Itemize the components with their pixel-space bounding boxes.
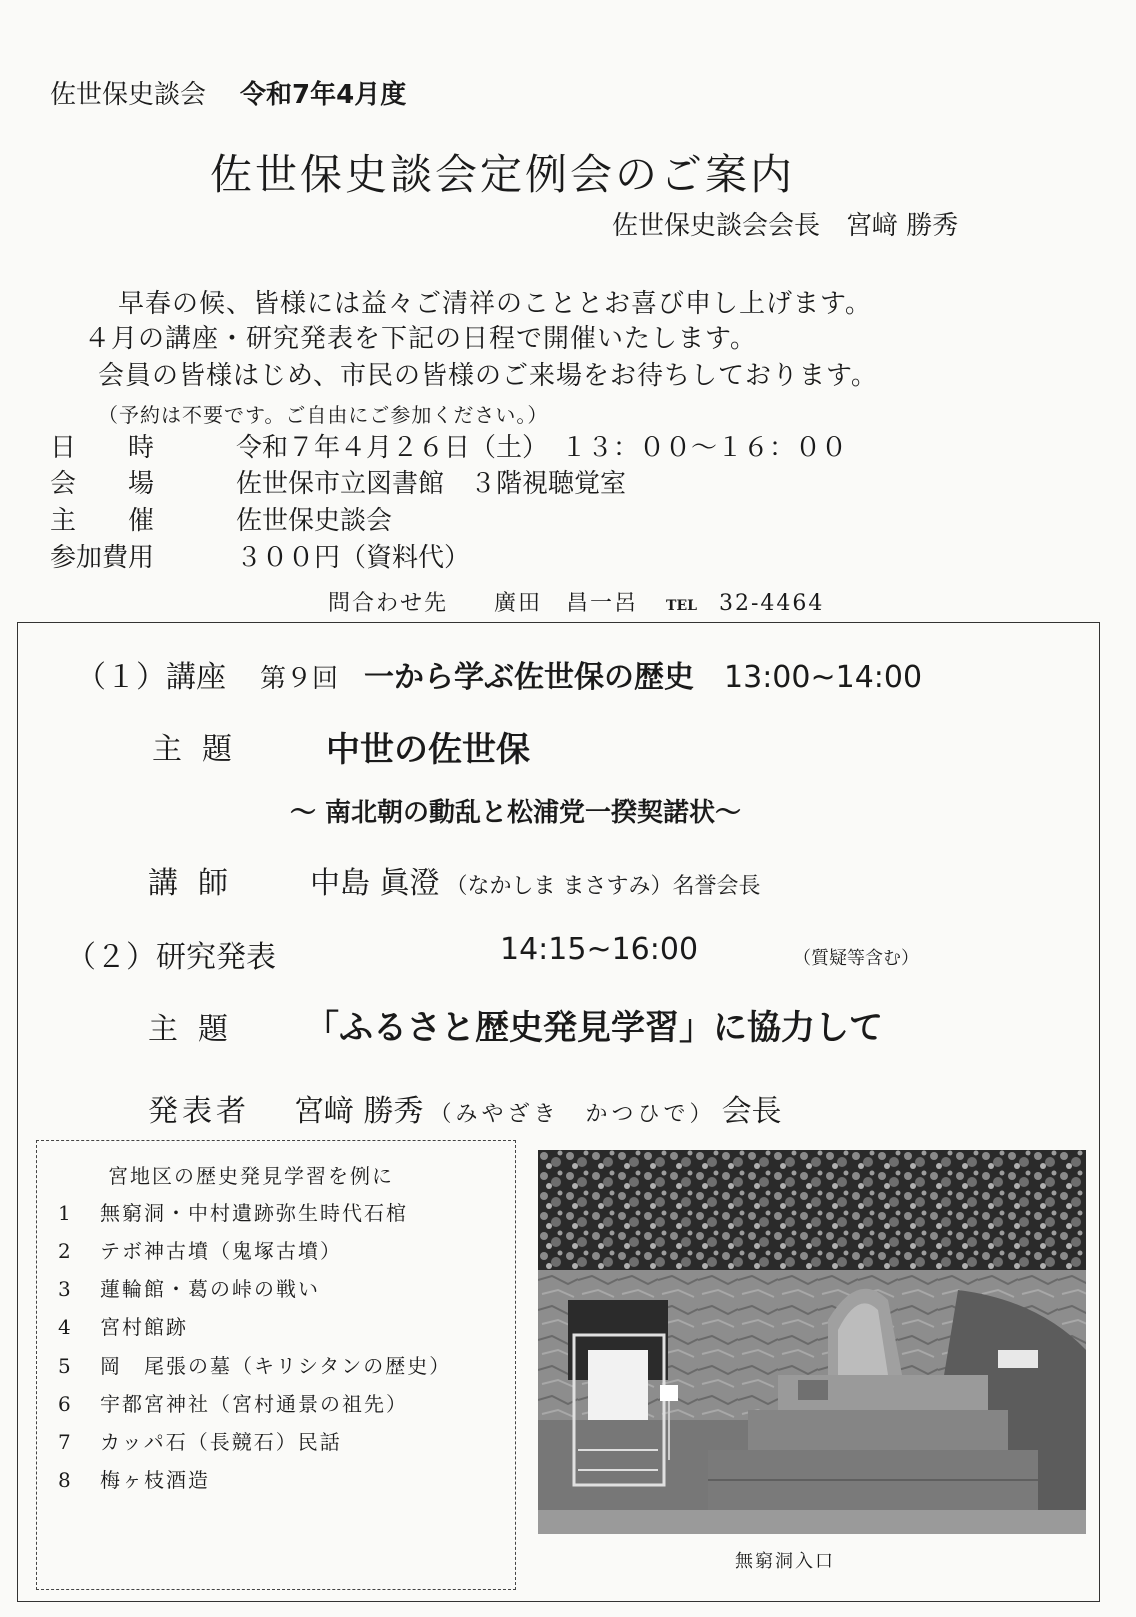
section1-lecturer-label: 講師	[148, 866, 248, 901]
section2-time: 14:15~16:00	[500, 932, 699, 967]
info-value-date: 令和７年４月２６日（土） １３：００～１６：００	[236, 433, 848, 463]
section2-presenter-label: 発表者	[148, 1094, 250, 1129]
presenter-name: 宮﨑 勝秀	[294, 1094, 424, 1129]
section2-theme-label: 主題	[148, 1012, 248, 1047]
section1-series: 一から学ぶ佐世保の歴史	[364, 660, 695, 695]
info-label-organizer: 主 催	[50, 506, 155, 536]
list-item: 3 蓮輪館・葛の峠の戦い	[58, 1277, 320, 1301]
list-item: 5 岡 尾張の墓（キリシタンの歴史）	[58, 1354, 452, 1378]
info-label-venue: 会 場	[50, 469, 155, 499]
list-item: 1 無窮洞・中村遺跡弥生時代石棺	[58, 1201, 408, 1225]
author-line: 佐世保史談会会長 宮﨑 勝秀	[612, 211, 959, 241]
section2-theme: 「ふるさと歴史発見学習」に協力して	[305, 1008, 883, 1048]
info-value-organizer: 佐世保史談会	[236, 506, 393, 536]
presenter-title: 会長	[721, 1094, 782, 1129]
list-item: 6 宇都宮神社（宮村通景の祖先）	[58, 1392, 408, 1416]
section2-presenter	[294, 1086, 782, 1130]
cave-entrance-photo	[538, 1150, 1086, 1534]
section1-time: 13:00~14:00	[724, 660, 923, 695]
list-item: 2 テボ神古墳（鬼塚古墳）	[58, 1239, 342, 1263]
info-value-venue: 佐世保市立図書館 ３階視聴覚室	[236, 469, 627, 499]
header-line	[50, 74, 406, 111]
section2-heading: （２）研究発表	[66, 940, 276, 975]
list-item: 7 カッパ石（長競石）民話	[58, 1430, 342, 1454]
contact-line	[328, 586, 824, 617]
section1-episode: 第９回	[260, 664, 339, 694]
section1-number: （１）講座	[76, 660, 226, 695]
greeting-line-1: 早春の候、皆様には益々ご清祥のこととお喜び申し上げます。	[118, 289, 872, 319]
section1-subtitle: ～ 南北朝の動乱と松浦党一揆契諾状～	[290, 798, 742, 828]
lecturer-kana: （なかしま まさすみ）名誉会長	[445, 874, 761, 899]
presenter-kana: （みやざき かつひで）	[429, 1102, 716, 1127]
telephone-icon: TEL	[666, 598, 697, 614]
section1-heading	[76, 652, 922, 696]
list-heading: 宮地区の歴史発見学習を例に	[108, 1164, 394, 1188]
section1-lecturer	[310, 858, 761, 902]
org-name: 佐世保史談会	[50, 80, 207, 110]
greeting-line-2: ４月の講座・研究発表を下記の日程で開催いたします。	[84, 324, 757, 354]
list-item: 4 宮村館跡	[58, 1315, 188, 1339]
contact-name: 廣田 昌一呂	[494, 591, 639, 616]
contact-label: 問合わせ先	[328, 591, 449, 616]
section1-theme-label: 主題	[152, 732, 252, 767]
contact-tel: 32-4464	[718, 591, 825, 616]
greeting-line-3: 会員の皆様はじめ、市民の皆様のご来場をお待ちしております。	[98, 361, 878, 391]
section1-theme: 中世の佐世保	[326, 730, 530, 770]
page-title: 佐世保史談会定例会のご案内	[210, 150, 796, 199]
month-label: 令和7年4月度	[240, 80, 407, 110]
list-item: 8 梅ヶ枝酒造	[58, 1468, 210, 1492]
lecturer-name: 中島 眞澄	[310, 866, 440, 901]
section2-note: （質疑等含む）	[793, 948, 919, 969]
reservation-note: （予約は不要です。ご自由にご参加ください。）	[98, 403, 549, 427]
photo-caption: 無窮洞入口	[735, 1551, 835, 1572]
info-label-fee: 参加費用	[50, 543, 155, 573]
info-label-date: 日 時	[50, 433, 155, 463]
info-value-fee: ３００円（資料代）	[236, 543, 471, 573]
